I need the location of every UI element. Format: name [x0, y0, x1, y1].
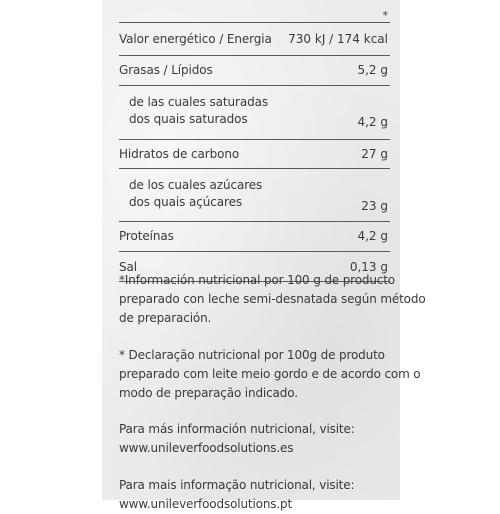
nutrient-label: Sal — [119, 260, 138, 274]
nutrient-sublabel-es: de las cuales saturadas — [129, 95, 269, 109]
nutrient-value: 0,13 g — [349, 260, 388, 274]
more-info-text: Para más información nutricional, visite: — [119, 422, 355, 436]
nutrition-row-saturated-fat — [119, 85, 390, 139]
nutrient-value: 27 g — [361, 147, 388, 161]
nutrition-row-protein — [119, 221, 390, 251]
nutrition-row-fat — [119, 55, 390, 85]
nutrient-label: Valor energético / Energia — [119, 32, 272, 46]
nutrient-sublabel — [129, 177, 262, 211]
nutrient-value: 4,2 g — [357, 229, 388, 243]
footnote-line: * Declaração nutricional por 100g de produto — [119, 348, 385, 362]
footnote-es — [119, 271, 426, 328]
nutrient-value: 5,2 g — [357, 63, 388, 77]
footnote-line: de preparación. — [119, 311, 212, 325]
nutrient-sublabel-pt: dos quais açúcares — [129, 195, 243, 209]
nutrition-label-panel — [102, 0, 426, 511]
nutrient-label: Proteínas — [119, 229, 174, 243]
nutrition-table — [119, 22, 390, 282]
nutrient-label: Hidratos de carbono — [119, 147, 240, 161]
column-header-asterisk: * — [382, 9, 388, 22]
footnotes — [119, 271, 426, 514]
nutrient-sublabel — [129, 94, 268, 128]
nutrient-label: Grasas / Lípidos — [119, 63, 213, 77]
more-info-url: www.unileverfoodsolutions.pt — [119, 497, 293, 511]
nutrient-value: 4,2 g — [357, 115, 388, 129]
more-info-es — [119, 420, 394, 458]
footnote-pt — [119, 346, 421, 403]
nutrient-value: 730 kJ / 174 kcal — [288, 32, 388, 46]
nutrient-sublabel-pt: dos quais saturados — [129, 112, 248, 126]
nutrition-row-carbohydrates — [119, 139, 390, 168]
nutrition-row-energy — [119, 22, 390, 55]
footnote-line: preparado con leche semi-desnatada según método — [119, 292, 426, 306]
more-info-text: Para mais informação nutricional, visite: — [119, 478, 355, 492]
more-info-pt — [119, 476, 394, 514]
more-info-url: www.unileverfoodsolutions.es — [119, 441, 294, 455]
footnote-line: modo de preparação indicado. — [119, 386, 298, 400]
footnote-line: *Información nutricional por 100 g de producto — [119, 273, 396, 287]
footnote-line: preparado com leite meio gordo e de acordo com o — [119, 367, 421, 381]
nutrient-sublabel-es: de los cuales azúcares — [129, 178, 263, 192]
nutrient-value: 23 g — [361, 199, 388, 213]
nutrition-row-sugars — [119, 168, 390, 221]
